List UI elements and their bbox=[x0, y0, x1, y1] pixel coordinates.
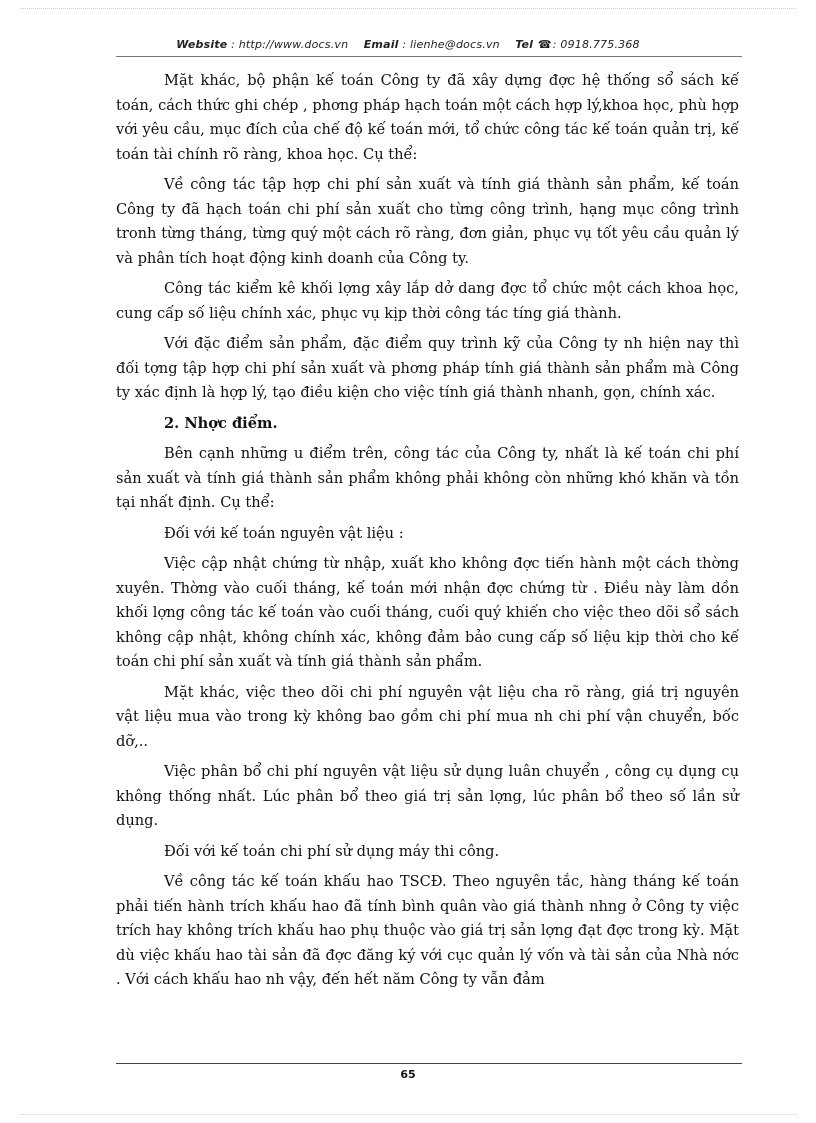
paragraph: Về công tác kế toán khấu hao TSCĐ. Theo nguyên tắc, hàng tháng kế toán phải tiến hành trích khấu hao đã tính bình quân vào giá thành nhng ở Công ty việc trích hay không trích khấu hao phụ thuộc vào giá trị sản lợng đạt đợc trong kỳ. Mặt dù việc khấu hao tài sản đã đợc đăng ký với cục quản lý vốn và tài sản của Nhà nớc . Với cách khấu hao nh vậy, đến hết năm Công ty vẫn đảm bbox=[116, 873, 739, 988]
footer-rule bbox=[116, 1063, 742, 1064]
website-label: Website bbox=[176, 38, 228, 51]
page-number: 65 bbox=[400, 1068, 416, 1081]
paragraph: Bên cạnh những u điểm trên, công tác của Công ty, nhất là kế toán chi phí sản xuất và tính giá thành sản phẩm không phải không còn những khó khăn và tồn tại nhất định. Cụ thể: bbox=[116, 445, 739, 511]
header-rule bbox=[116, 56, 742, 57]
paragraph: Việc cập nhật chứng từ nhập, xuất kho không đợc tiến hành một cách thờng xuyên. Thờng vào cuối tháng, kế toán mới nhận đợc chứng từ . Điều này làm dồn khối lợng công tác kế toán vào cuối tháng, cuối quý khiến cho việc theo dõi sổ sách không cập nhật, không chính xác, không đảm bảo cung cấp số liệu kịp thời cho kế toán chi phí sản xuất và tính giá thành sản phẩm. bbox=[116, 555, 739, 670]
paragraph: Công tác kiểm kê khối lợng xây lắp dở dang đợc tổ chức một cách khoa học, cung cấp số liệu chính xác, phục vụ kịp thời công tác tíng giá thành. bbox=[116, 280, 739, 322]
website-value: : http://www.docs.vn bbox=[231, 38, 349, 51]
top-border-dots bbox=[20, 8, 796, 9]
paragraph: Về công tác tập hợp chi phí sản xuất và tính giá thành sản phẩm, kế toán Công ty đã hạch toán chi phí sản xuất cho từng công trình, hạng mục công trình tronh từng tháng, từng quý một cách rõ ràng, đơn giản, phục vụ tốt yêu cầu quản lý và phân tích hoạt động kinh doanh của Công ty. bbox=[116, 176, 739, 267]
paragraph: Đối với kế toán chi phí sử dụng máy thi công. bbox=[164, 842, 500, 860]
page-header bbox=[0, 38, 816, 51]
paragraph: Mặt khác, bộ phận kế toán Công ty đã xây dựng đợc hệ thống sổ sách kế toán, cách thức ghi chép , phơng pháp hạch toán một cách hợp lý,khoa học, phù hợp với yêu cầu, mục đích của chế độ kế toán mới, tổ chức công tác kế toán quản trị, kế toán tài chính rõ ràng, khoa học. Cụ thể: bbox=[116, 72, 739, 163]
email-label: Email bbox=[363, 38, 399, 51]
email-value: : lienhe@docs.vn bbox=[402, 38, 500, 51]
tel-value: : 0918.775.368 bbox=[552, 38, 640, 51]
section-heading: 2. Nhợc điểm. bbox=[164, 414, 278, 432]
paragraph: Đối với kế toán nguyên vật liệu : bbox=[164, 524, 404, 542]
paragraph: Việc phân bổ chi phí nguyên vật liệu sử dụng luân chuyển , công cụ dụng cụ không thống nhất. Lúc phân bổ theo giá trị sản lợng, lúc phân bổ theo số lần sử dụng. bbox=[116, 763, 739, 829]
page-body bbox=[116, 69, 739, 999]
bottom-border-dots bbox=[20, 1114, 796, 1115]
paragraph: Mặt khác, việc theo dõi chi phí nguyên vật liệu cha rõ ràng, giá trị nguyên vật liệu mua vào trong kỳ không bao gồm chi phí mua nh chi phí vận chuyển, bốc dỡ,.. bbox=[116, 683, 739, 750]
paragraph: Với đặc điểm sản phẩm, đặc điểm quy trình kỹ của Công ty nh hiện nay thì đối tợng tập hợp chi phí sản xuất và phơng pháp tính giá thành sản phẩm mà Công ty xác định là hợp lý, tạo điều kiện cho việc tính giá thành nhanh, gọn, chính xác. bbox=[116, 335, 739, 401]
tel-label: Tel bbox=[515, 38, 534, 51]
phone-icon: ☎ bbox=[537, 38, 552, 51]
